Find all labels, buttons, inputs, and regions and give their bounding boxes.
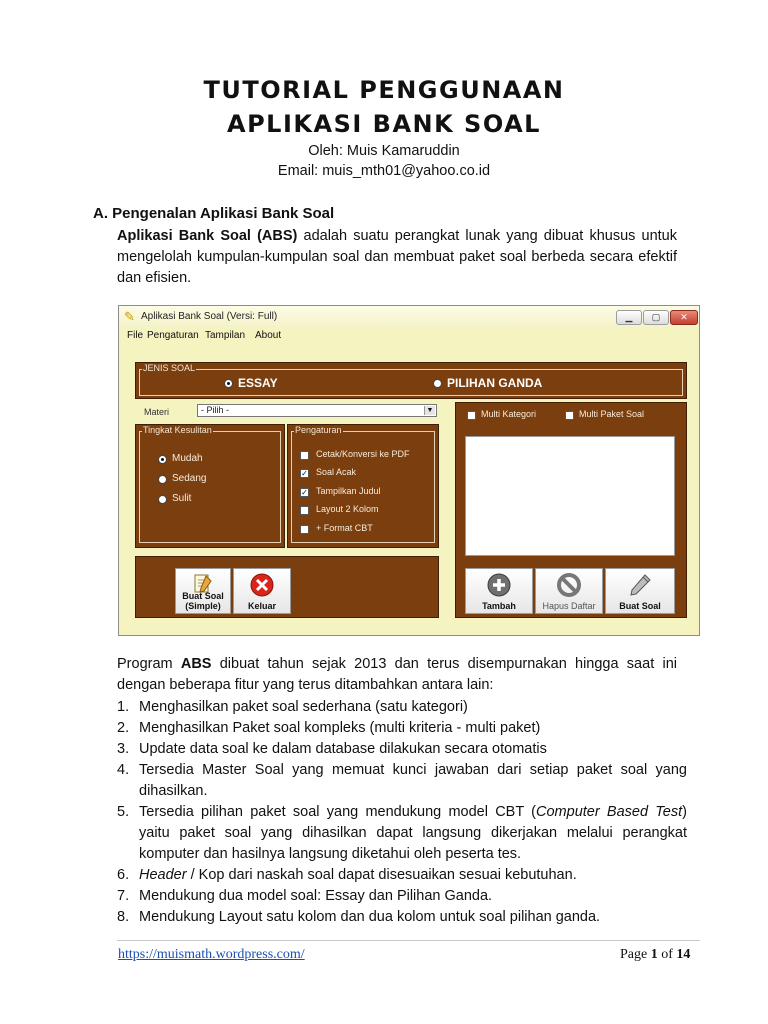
materi-select[interactable]	[197, 404, 437, 417]
list-text: Mendukung dua model soal: Essay dan Pilihan Ganda.	[139, 888, 493, 904]
list-text-post: / Kop dari naskah soal dapat disesuaikan sesuai kebutuhan.	[186, 867, 577, 883]
minimize-button[interactable]: ▁	[616, 310, 642, 325]
format-cbt-label: + Format CBT	[316, 523, 373, 533]
buat-soal-button[interactable]	[605, 568, 675, 614]
essay-radio[interactable]	[224, 379, 233, 388]
page-title-line1: TUTORIAL PENGGUNAAN	[203, 76, 565, 104]
jenis-soal-panel	[135, 362, 687, 399]
list-text: Mendukung Layout satu kolom dan dua kolom untuk soal pilihan ganda.	[139, 909, 601, 925]
multi-kategori-label: Multi Kategori	[481, 409, 537, 419]
program-bold: ABS	[180, 656, 212, 672]
multi-kategori-checkbox[interactable]	[467, 411, 476, 420]
buat-soal-simple-button[interactable]	[175, 568, 231, 614]
buat-soal-label: Buat Soal	[619, 601, 661, 611]
intro-paragraph	[117, 226, 677, 289]
menubar	[119, 328, 699, 344]
list-item	[117, 907, 687, 928]
pencil-icon	[627, 572, 653, 598]
sedang-radio[interactable]	[158, 475, 167, 484]
author: Oleh: Muis Kamaruddin	[308, 143, 460, 159]
no-entry-icon	[556, 572, 582, 598]
list-item	[117, 739, 687, 760]
list-number: 6.	[117, 867, 130, 883]
feature-list	[117, 697, 687, 928]
list-item	[117, 697, 687, 718]
list-text-post: ) yaitu paket soal yang dihasilkan dapat langsung dikerjakan melalui perangkat komputer dan hasilnya langsung diketahui oleh peserta tes.	[139, 804, 687, 862]
jenis-soal-legend: JENIS SOAL	[143, 363, 196, 373]
sulit-radio[interactable]	[158, 495, 167, 504]
layout-2-kolom-checkbox[interactable]	[300, 506, 309, 515]
sulit-label: Sulit	[172, 493, 192, 504]
list-number: 2.	[117, 720, 130, 736]
close-circle-icon	[249, 572, 275, 598]
soal-acak-label: Soal Acak	[316, 467, 357, 477]
multi-paket-checkbox[interactable]	[565, 411, 574, 420]
pilihan-ganda-label: PILIHAN GANDA	[447, 376, 543, 390]
list-text: Update data soal ke dalam database dilakukan secara otomatis	[139, 741, 547, 757]
keluar-label: Keluar	[247, 601, 276, 611]
format-cbt-checkbox[interactable]	[300, 525, 309, 534]
program-paragraph	[117, 654, 677, 696]
footer-divider	[117, 940, 700, 941]
list-text-italic: Computer Based Test	[536, 804, 683, 820]
list-number: 7.	[117, 888, 130, 904]
cetak-pdf-checkbox[interactable]	[300, 451, 309, 460]
buat-soal-simple-label-1: Buat Soal	[182, 591, 224, 601]
app-window-screenshot	[118, 305, 700, 636]
email: Email: muis_mth01@yahoo.co.id	[277, 163, 491, 179]
list-text-pre: Tersedia pilihan paket soal yang mendukung model CBT (	[139, 804, 537, 820]
intro-text: adalah suatu perangkat lunak yang dibuat khusus untuk mengelolah kumpulan-kumpulan soal dan membuat paket soal berbeda secara efektif dan efisien.	[117, 228, 678, 286]
list-text: Menghasilkan Paket soal kompleks (multi kriteria - multi paket)	[139, 720, 541, 736]
page-total: 14	[676, 947, 691, 962]
hapus-daftar-button[interactable]	[535, 568, 603, 614]
multi-paket-label: Multi Paket Soal	[579, 409, 645, 419]
page-number	[620, 947, 690, 963]
tampilkan-judul-checkbox[interactable]: ✓	[301, 488, 308, 497]
materi-label: Materi	[144, 407, 170, 417]
plus-circle-icon	[486, 572, 512, 598]
page-current: 1	[650, 947, 658, 962]
list-text: Menghasilkan paket soal sederhana (satu kategori)	[139, 699, 468, 715]
window-titlebar	[119, 306, 699, 328]
sedang-label: Sedang	[172, 473, 207, 484]
list-number: 4.	[117, 762, 130, 778]
program-pre: Program	[117, 656, 181, 672]
menu-file[interactable]: File	[127, 330, 144, 341]
pengaturan-panel	[287, 424, 439, 548]
paket-listbox[interactable]	[465, 436, 675, 556]
list-number: 5.	[117, 804, 130, 820]
keluar-button[interactable]	[233, 568, 291, 614]
footer-website-link[interactable]: https://muismath.wordpress.com/	[118, 947, 305, 962]
jenis-soal-group	[139, 369, 683, 396]
list-item	[117, 865, 687, 886]
hapus-daftar-label: Hapus Daftar	[542, 601, 596, 611]
tingkat-panel	[135, 424, 285, 548]
chevron-down-icon: ▼	[424, 406, 435, 415]
maximize-button[interactable]: ▢	[643, 310, 669, 325]
section-heading: A. Pengenalan Aplikasi Bank Soal	[93, 205, 335, 222]
close-button[interactable]: ✕	[670, 310, 698, 325]
materi-value: - Pilih -	[201, 405, 230, 415]
list-item	[117, 718, 687, 739]
mudah-radio[interactable]	[158, 455, 167, 464]
buat-soal-simple-label-2: (Simple)	[185, 601, 221, 611]
app-pencil-icon: ✎	[124, 309, 135, 324]
page-word: Page	[620, 947, 651, 962]
mudah-label: Mudah	[172, 453, 203, 464]
tambah-button[interactable]	[465, 568, 533, 614]
tingkat-legend: Tingkat Kesulitan	[143, 425, 212, 435]
list-item	[117, 802, 687, 865]
tingkat-group	[139, 431, 281, 543]
program-text: dibuat tahun sejak 2013 dan terus disempurnakan hingga saat ini dengan beberapa fitur yang terus ditambahkan antara lain:	[117, 656, 677, 693]
page-title-line2: APLIKASI BANK SOAL	[227, 110, 541, 138]
list-item	[117, 886, 687, 907]
essay-label: ESSAY	[238, 376, 278, 390]
cetak-pdf-label: Cetak/Konversi ke PDF	[316, 449, 410, 459]
menu-pengaturan[interactable]: Pengaturan	[147, 330, 199, 341]
list-text: Tersedia Master Soal yang memuat kunci jawaban dari setiap paket soal yang dihasilkan.	[139, 762, 687, 799]
list-number: 1.	[117, 699, 130, 715]
menu-about[interactable]: About	[255, 330, 282, 341]
of-word: of	[657, 947, 677, 962]
list-number: 3.	[117, 741, 130, 757]
window-title: Aplikasi Bank Soal (Versi: Full)	[141, 311, 278, 322]
tampilkan-judul-label: Tampilkan Judul	[316, 486, 381, 496]
list-number: 8.	[117, 909, 130, 925]
layout-2-kolom-label: Layout 2 Kolom	[316, 504, 379, 514]
list-text-italic: Header	[139, 867, 187, 883]
tambah-label: Tambah	[482, 601, 516, 611]
list-item	[117, 760, 687, 802]
pilihan-ganda-radio[interactable]	[433, 379, 442, 388]
soal-acak-checkbox[interactable]: ✓	[301, 469, 308, 478]
intro-bold: Aplikasi Bank Soal (ABS)	[117, 228, 298, 244]
pengaturan-legend: Pengaturan	[295, 425, 342, 435]
menu-tampilan[interactable]: Tampilan	[205, 330, 246, 341]
